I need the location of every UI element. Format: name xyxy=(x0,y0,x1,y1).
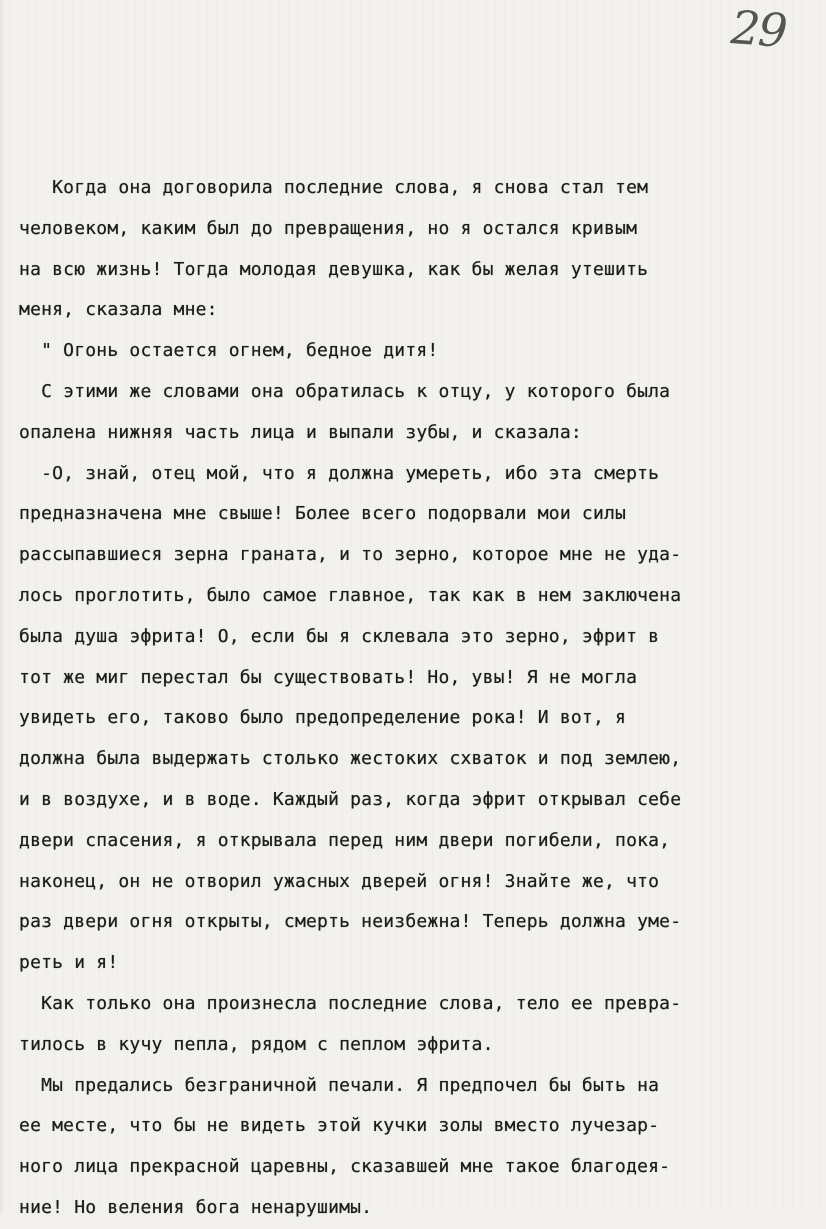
text-line: Как только она произнесла последние слова, тело ее превра- xyxy=(8,992,682,1014)
text-line: была душа эфрита! О, если бы я склевала это зерно, эфрит в xyxy=(8,625,660,647)
text-line: опалена нижняя часть лица и выпали зубы, и сказала: xyxy=(8,421,582,443)
text-line: должна была выдержать столько жестоких схваток и под землею, xyxy=(8,748,682,770)
text-line: человеком, каким был до превращения, но я остался кривым xyxy=(8,217,638,239)
text-line: ного лица прекрасной царевны, сказавшей мне такое благодея- xyxy=(8,1156,671,1178)
text-line: увидеть его, таково было предопределение рока! И вот, я xyxy=(8,707,627,729)
text-line: лось проглотить, было самое главное, так как в нем заключена xyxy=(8,584,682,606)
text-line: меня, сказала мне: xyxy=(8,299,218,321)
text-line: С этими же словами она обратилась к отцу, у которого была xyxy=(8,380,671,402)
text-line: и в воздухе, и в воде. Каждый раз, когда эфрит открывал себе xyxy=(8,788,682,810)
text-line: тот же миг перестал бы существовать! Но, увы! Я не могла xyxy=(8,666,638,688)
text-line: наконец, он не отворил ужасных дверей огня! Знайте же, что xyxy=(8,870,660,892)
text-line: тилось в кучу пепла, рядом с пеплом эфрита. xyxy=(8,1033,494,1055)
text-line: Когда она договорила последние слова, я снова стал тем xyxy=(8,177,649,198)
text-line: рассыпавшиеся зерна граната, и то зерно, которое мне не уда- xyxy=(8,544,682,566)
text-line: -О, знай, отец мой, что я должна умереть, ибо эта смерть xyxy=(8,462,660,484)
text-line: на всю жизнь! Тогда молодая девушка, как бы желая утешить xyxy=(8,258,649,280)
text-line: реть и я! xyxy=(8,952,119,974)
text-line: ее месте, что бы не видеть этой кучки золы вместо лучезар- xyxy=(8,1115,660,1137)
text-line: ние! Но веления бога ненарушимы. xyxy=(8,1196,373,1218)
text-line: предназначена мне свыше! Более всего подорвали мои силы xyxy=(8,503,627,525)
text-line: раз двери огня открыты, смерть неизбежна! Теперь должна уме- xyxy=(8,911,682,933)
text-line: " Огонь остается огнем, бедное дитя! xyxy=(8,340,439,362)
text-line: двери спасения, я открывала перед ним двери погибели, пока, xyxy=(8,829,671,851)
page-number: 29 xyxy=(729,0,788,58)
text-line: Мы предались безграничной печали. Я предпочел бы быть на xyxy=(8,1074,660,1096)
typewritten-text xyxy=(8,168,816,1229)
